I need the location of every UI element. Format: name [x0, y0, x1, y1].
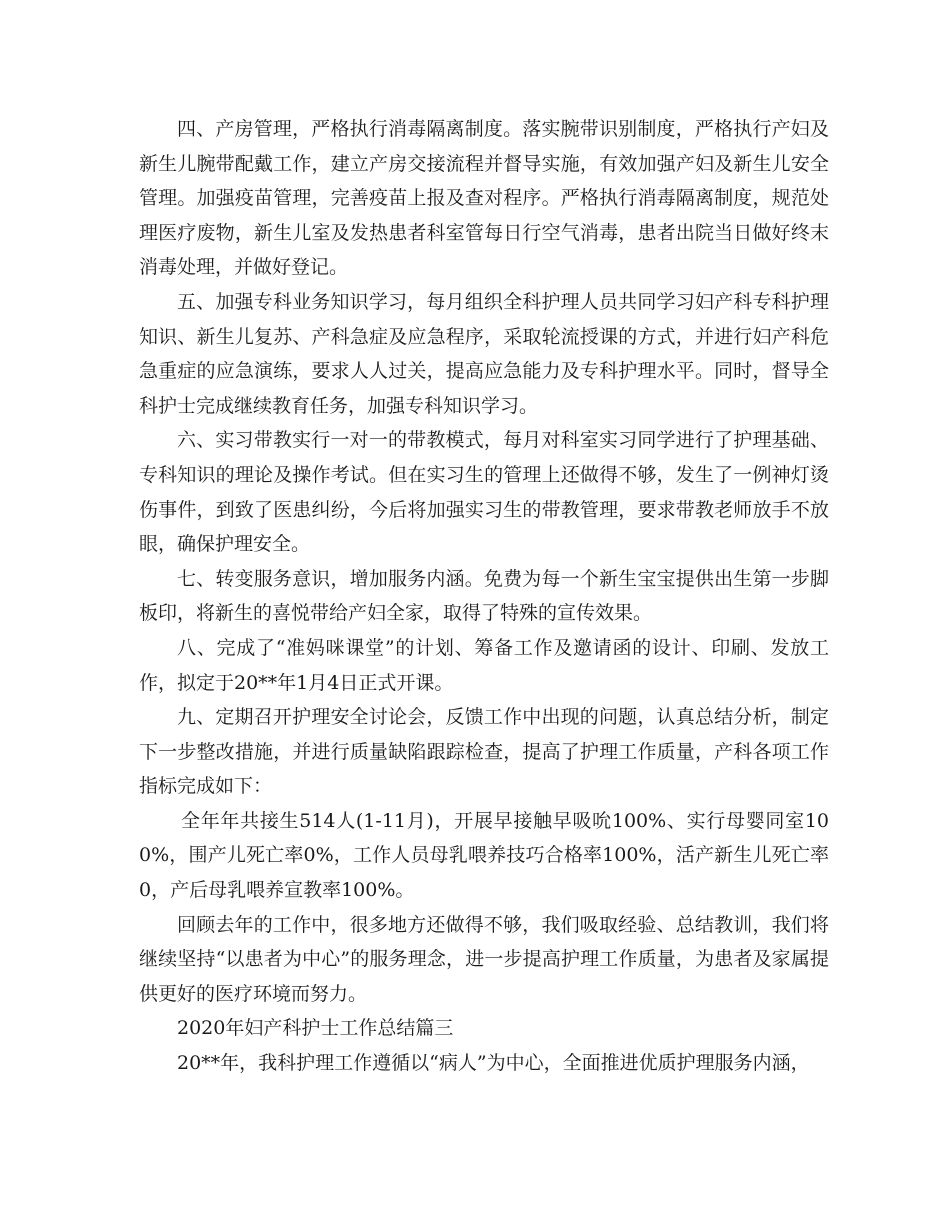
paragraph-specialty-study: 五、加强专科业务知识学习，每月组织全科护理人员共同学习妇产科专科护理知识、新生儿复苏、产科急症及应急程序，采取轮流授课的方式，并进行妇产科危急重症的应急演练，要求人人过关，提高应急能力及专科护理水平。同时，督导全科护士完成继续教育任务，加强专科知识学习。 — [139, 290, 829, 417]
paragraph-closing: 20**年，我科护理工作遵循以“病人”为中心，全面推进优质护理服务内涵， — [177, 1052, 810, 1075]
paragraph-internship-teaching: 六、实习带教实行一对一的带教模式，每月对科室实习同学进行了护理基础、专科知识的理论及操作考试。但在实习生的管理上还做得不够，发生了一例神灯烫伤事件，到致了医患纠纷，今后将加强实习生的带教管理，要求带教老师放手不放眼，确保护理安全。 — [139, 429, 829, 556]
paragraph-mom-classroom: 八、完成了“准妈咪课堂”的计划、筹备工作及邀请函的设计、印刷、发放工作，拟定于20**年1月4日正式开课。 — [139, 636, 829, 694]
paragraph-delivery-room: 四、产房管理，严格执行消毒隔离制度。落实腕带识别制度，严格执行产妇及新生儿腕带配戴工作，建立产房交接流程并督导实施，有效加强产妇及新生儿安全管理。加强疫苗管理，完善疫苗上报及查对程序。严格执行消毒隔离制度，规范处理医疗废物，新生儿室及发热患者科室管每日行空气消毒，患者出院当日做好终末消毒处理，并做好登记。 — [139, 118, 829, 279]
paragraph-service-awareness: 七、转变服务意识，增加服务内涵。免费为每一个新生宝宝提供出生第一步脚板印，将新生的喜悦带给产妇全家，取得了特殊的宣传效果。 — [139, 567, 829, 625]
paragraph-statistics: 全年年共接生514人(1-11月)，开展早接触早吸吮100%、实行母婴同室100%，围产儿死亡率0%，工作人员母乳喂养技巧合格率100%，活产新生儿死亡率0，产后母乳喂养宣教率100%。 — [139, 809, 829, 902]
document-page — [139, 112, 829, 1081]
section-heading: 2020年妇产科护士工作总结篇三 — [177, 1017, 454, 1040]
paragraph-review: 回顾去年的工作中，很多地方还做得不够，我们吸取经验、总结教训，我们将继续坚持“以患者为中心”的服务理念，进一步提高护理工作质量，为患者及家属提供更好的医疗环境而努力。 — [139, 913, 829, 1005]
paragraph-safety-meeting: 九、定期召开护理安全讨论会，反馈工作中出现的问题，认真总结分析，制定下一步整改措施，并进行质量缺陷跟踪检查，提高了护理工作质量，产科各项工作指标完成如下： — [139, 706, 829, 798]
